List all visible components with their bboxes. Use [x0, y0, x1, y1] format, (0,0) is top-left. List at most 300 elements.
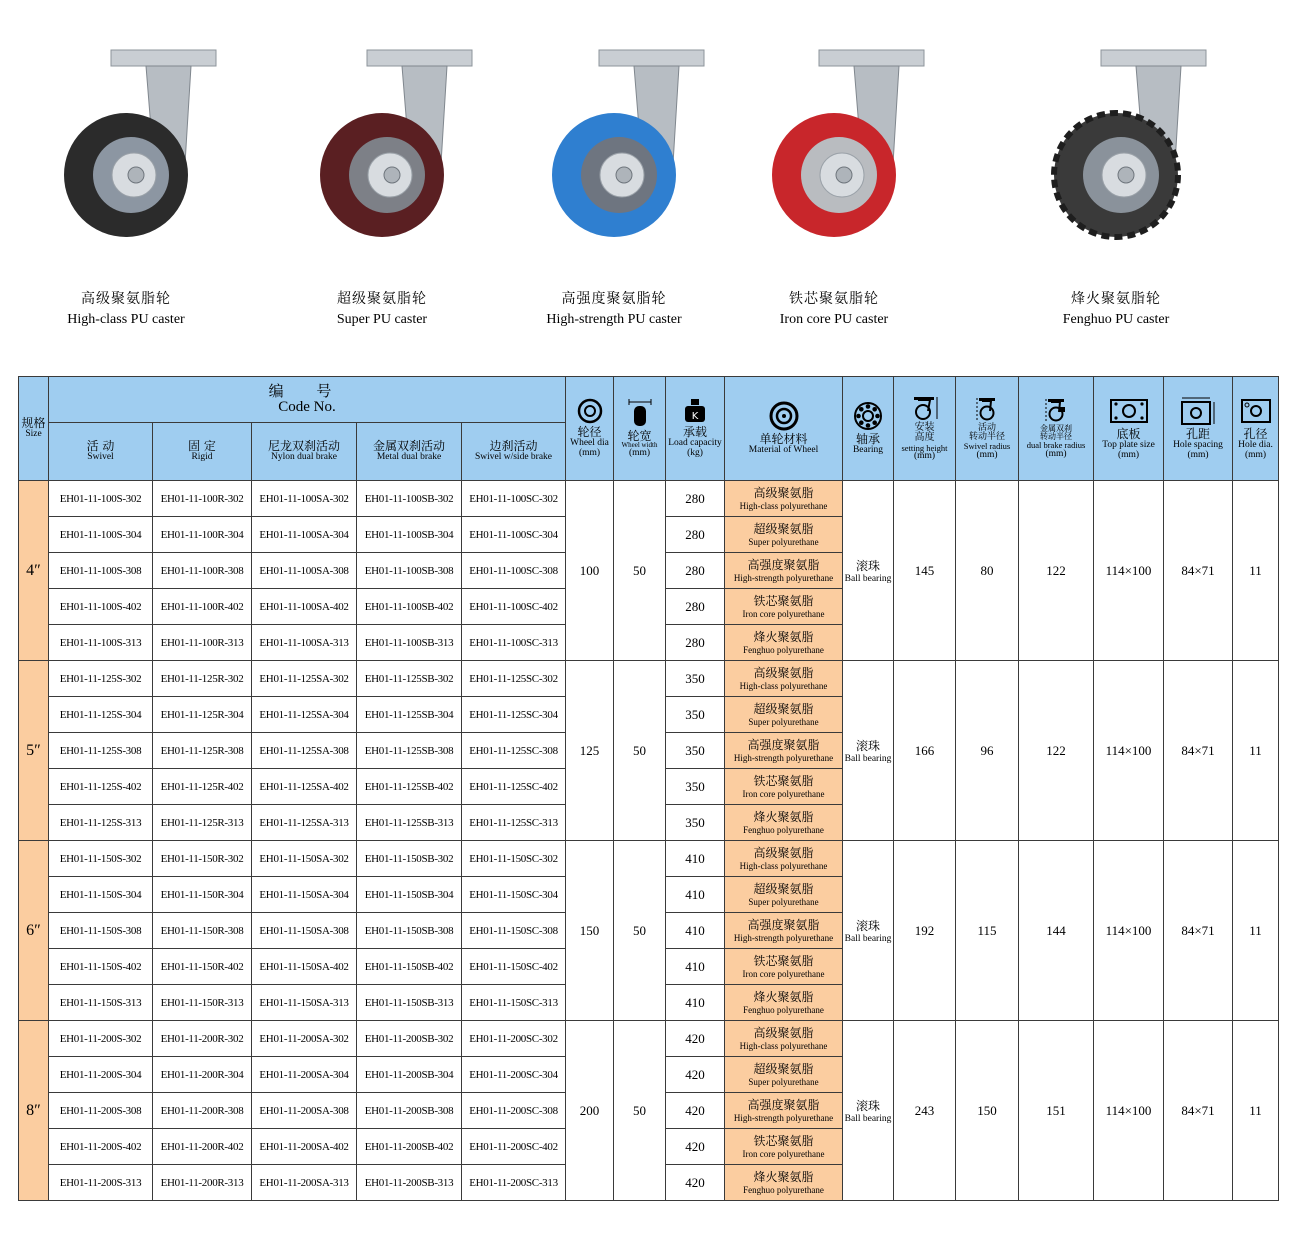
hole-spacing-header	[1164, 377, 1233, 481]
wheel-width-unit: (mm)	[628, 448, 651, 459]
hole-spacing-cell: 84×71	[1164, 841, 1233, 1021]
wheel-width-cn: 轮宽	[627, 428, 652, 443]
material-cn: 烽火聚氨脂	[753, 809, 814, 824]
load-cell: 410	[666, 985, 725, 1021]
size-cell: 8″	[19, 1021, 49, 1201]
material-cell	[725, 1057, 843, 1093]
top-plate-cell: 114×100	[1094, 481, 1164, 661]
load-cell: 350	[666, 661, 725, 697]
code-cell: EH01-11-200SA-308	[252, 1093, 357, 1129]
size-header-en: Size	[25, 428, 42, 439]
code-cell: EH01-11-125SB-308	[357, 733, 462, 769]
code-cell: EH01-11-150R-302	[153, 841, 252, 877]
material-cn: 单轮材料	[759, 432, 808, 447]
wheel-material-icon	[769, 401, 799, 431]
hole-spacing-cell: 84×71	[1164, 481, 1233, 661]
wheel-dia-cell: 100	[566, 481, 614, 661]
load-cell: 280	[666, 589, 725, 625]
material-cell	[725, 1129, 843, 1165]
table-row	[19, 841, 1279, 877]
wheel-front-icon	[577, 398, 603, 424]
material-en: Material of Wheel	[748, 444, 819, 455]
dual-brake-radius-cell: 144	[1019, 841, 1094, 1021]
wheel-side-icon	[627, 398, 653, 428]
bearing-en: Ball bearing	[844, 934, 892, 944]
dual-brake-radius-unit: (mm)	[1045, 449, 1067, 460]
code-cell: EH01-11-100R-302	[153, 481, 252, 517]
code-cell: EH01-11-200SC-313	[462, 1165, 566, 1201]
material-cell	[725, 553, 843, 589]
load-cell: 350	[666, 805, 725, 841]
code-cell: EH01-11-100R-313	[153, 625, 252, 661]
code-cell: EH01-11-200S-402	[49, 1129, 153, 1165]
code-cell: EH01-11-200R-308	[153, 1093, 252, 1129]
material-cn: 铁芯聚氨脂	[753, 1133, 814, 1148]
material-cn: 超级聚氨脂	[753, 1061, 814, 1076]
code-cell: EH01-11-150SC-308	[462, 913, 566, 949]
code-cell: EH01-11-150SB-313	[357, 985, 462, 1021]
material-cn: 高级聚氨脂	[753, 665, 814, 680]
load-cell: 420	[666, 1093, 725, 1129]
code-cell: EH01-11-200R-313	[153, 1165, 252, 1201]
top-plate-unit: (mm)	[1117, 449, 1140, 460]
material-cell	[725, 1093, 843, 1129]
material-cn: 高级聚氨脂	[753, 845, 814, 860]
setting-height-cn1: 安装	[914, 421, 935, 433]
hole-spacing-icon	[1178, 396, 1218, 426]
wheel-width-cell: 50	[614, 661, 666, 841]
load-cell: 350	[666, 697, 725, 733]
swivel-radius-unit: (mm)	[976, 450, 998, 461]
material-cell	[725, 769, 843, 805]
subheader-en: Metal dual brake	[376, 451, 442, 462]
code-cell: EH01-11-125SC-302	[462, 661, 566, 697]
material-cn: 超级聚氨脂	[753, 701, 814, 716]
code-cell: EH01-11-200SB-304	[357, 1057, 462, 1093]
load-cell: 420	[666, 1021, 725, 1057]
load-cell: 280	[666, 553, 725, 589]
load-cell: 280	[666, 625, 725, 661]
table-row	[19, 1021, 1279, 1057]
dual-brake-radius-header	[1019, 377, 1094, 481]
material-cell	[725, 625, 843, 661]
product-name-en: High-strength PU caster	[546, 312, 682, 327]
product-card	[6, 40, 246, 340]
code-cell: EH01-11-200SB-302	[357, 1021, 462, 1057]
product-name-en: Fenghuo PU caster	[1062, 312, 1170, 327]
top-plate-cell: 114×100	[1094, 1021, 1164, 1201]
material-cell	[725, 877, 843, 913]
code-cell: EH01-11-150SC-402	[462, 949, 566, 985]
code-header-en: Code No.	[278, 398, 336, 415]
material-cn: 高强度聚氨脂	[747, 917, 820, 932]
code-cell: EH01-11-200S-313	[49, 1165, 153, 1201]
material-en: Fenghuo polyurethane	[743, 644, 824, 655]
hole-dia-icon	[1239, 396, 1273, 426]
code-cell: EH01-11-125S-302	[49, 661, 153, 697]
setting-height-cell: 192	[894, 841, 956, 1021]
wheel-dia-cell: 150	[566, 841, 614, 1021]
material-cn: 高强度聚氨脂	[747, 1097, 820, 1112]
material-en: Iron core polyurethane	[742, 788, 825, 799]
material-cell	[725, 985, 843, 1021]
dual-brake-radius-icon	[1042, 397, 1070, 423]
subheader-cn: 边刹活动	[489, 439, 538, 454]
material-cn: 超级聚氨脂	[753, 521, 814, 536]
material-cell	[725, 805, 843, 841]
code-cell: EH01-11-150SC-313	[462, 985, 566, 1021]
material-en: High-class polyurethane	[739, 680, 828, 691]
code-cell: EH01-11-200SB-402	[357, 1129, 462, 1165]
code-cell: EH01-11-125SB-302	[357, 661, 462, 697]
code-cell: EH01-11-150SC-302	[462, 841, 566, 877]
nylon-dual-brake-subheader	[252, 423, 357, 481]
product-card	[262, 40, 502, 340]
product-card	[996, 40, 1236, 340]
size-cell: 6″	[19, 841, 49, 1021]
top-plate-cn: 底板	[1116, 427, 1141, 442]
load-cell: 350	[666, 733, 725, 769]
top-plate-en: Top plate size	[1102, 439, 1155, 450]
code-cell: EH01-11-200SA-402	[252, 1129, 357, 1165]
caster-height-icon	[910, 395, 940, 421]
code-cell: EH01-11-150SB-302	[357, 841, 462, 877]
code-cell: EH01-11-125SB-304	[357, 697, 462, 733]
code-cell: EH01-11-100SA-308	[252, 553, 357, 589]
code-cell: EH01-11-150R-304	[153, 877, 252, 913]
code-cell: EH01-11-200SA-304	[252, 1057, 357, 1093]
code-cell: EH01-11-125S-308	[49, 733, 153, 769]
material-cn: 烽火聚氨脂	[753, 989, 814, 1004]
code-cell: EH01-11-100SA-304	[252, 517, 357, 553]
material-en: Super polyurethane	[748, 896, 819, 907]
hole-spacing-cell: 84×71	[1164, 1021, 1233, 1201]
hole-dia-cell: 11	[1233, 481, 1279, 661]
material-en: High-strength polyurethane	[733, 572, 834, 583]
setting-height-unit: (mm)	[913, 451, 936, 462]
bearing-cn: 滚珠	[855, 1099, 880, 1113]
hole-dia-en: Hole dia.	[1238, 439, 1273, 450]
code-cell: EH01-11-100S-402	[49, 589, 153, 625]
hole-spacing-cn: 孔距	[1185, 427, 1210, 442]
size-header	[19, 377, 49, 481]
code-cell: EH01-11-150S-308	[49, 913, 153, 949]
bearing-en: Ball bearing	[844, 754, 892, 764]
code-cell: EH01-11-150SA-313	[252, 985, 357, 1021]
load-cell: 410	[666, 841, 725, 877]
swivel-radius-cell: 115	[956, 841, 1019, 1021]
material-cn: 高级聚氨脂	[753, 1025, 814, 1040]
product-name-cn: 高级聚氨脂轮	[81, 291, 171, 307]
wheel-dia-cn: 轮径	[577, 425, 602, 440]
material-en: High-class polyurethane	[739, 500, 828, 511]
material-cn: 高强度聚氨脂	[747, 557, 820, 572]
material-en: Iron core polyurethane	[742, 608, 825, 619]
code-cell: EH01-11-100S-313	[49, 625, 153, 661]
material-en: Fenghuo polyurethane	[743, 1184, 824, 1195]
code-cell: EH01-11-200SC-302	[462, 1021, 566, 1057]
code-cell: EH01-11-125SC-308	[462, 733, 566, 769]
code-cell: EH01-11-200S-302	[49, 1021, 153, 1057]
wheel-dia-en: Wheel dia	[570, 437, 609, 448]
code-cell: EH01-11-200SA-302	[252, 1021, 357, 1057]
code-cell: EH01-11-125SB-402	[357, 769, 462, 805]
load-en: Load capacity	[668, 437, 722, 448]
top-plate-cell: 114×100	[1094, 841, 1164, 1021]
code-cell: EH01-11-150S-304	[49, 877, 153, 913]
code-cell: EH01-11-150S-313	[49, 985, 153, 1021]
swivel-radius-cell: 150	[956, 1021, 1019, 1201]
hole-dia-cell: 11	[1233, 661, 1279, 841]
code-cell: EH01-11-150SB-304	[357, 877, 462, 913]
swivel-radius-en: Swivel radius	[963, 441, 1011, 452]
code-cell: EH01-11-150SB-308	[357, 913, 462, 949]
subheader-en: Swivel	[87, 451, 114, 462]
swivel-radius-cn2: 转动半径	[968, 432, 1005, 443]
code-cell: EH01-11-125SA-308	[252, 733, 357, 769]
product-name-cn: 铁芯聚氨脂轮	[789, 291, 879, 307]
code-cell: EH01-11-100SB-402	[357, 589, 462, 625]
bearing-en: Ball bearing	[844, 574, 892, 584]
caster-wheel-icon	[1016, 40, 1216, 240]
material-cell	[725, 697, 843, 733]
setting-height-header	[894, 377, 956, 481]
code-cell: EH01-11-150R-313	[153, 985, 252, 1021]
product-gallery	[0, 0, 1300, 340]
setting-height-en: setting height	[901, 442, 948, 453]
weight-icon	[682, 398, 708, 424]
code-header-cn: 编 号	[268, 381, 346, 400]
swivel-subheader	[49, 423, 153, 481]
code-cell: EH01-11-100SB-313	[357, 625, 462, 661]
material-en: Iron core polyurethane	[742, 968, 825, 979]
dual-brake-radius-cell: 122	[1019, 481, 1094, 661]
svg-text:K: K	[691, 411, 699, 423]
load-cell: 420	[666, 1165, 725, 1201]
setting-height-cell: 166	[894, 661, 956, 841]
code-cell: EH01-11-200S-308	[49, 1093, 153, 1129]
code-cell: EH01-11-200SC-308	[462, 1093, 566, 1129]
material-cell	[725, 913, 843, 949]
hole-dia-header	[1233, 377, 1279, 481]
hole-spacing-unit: (mm)	[1187, 449, 1209, 460]
code-header	[49, 377, 566, 423]
code-cell: EH01-11-100R-304	[153, 517, 252, 553]
subheader-cn: 固 定	[188, 439, 216, 454]
bearing-en: Ball bearing	[844, 1114, 892, 1124]
top-plate-cell: 114×100	[1094, 661, 1164, 841]
dual-brake-radius-cn1: 金属双刹	[1040, 423, 1072, 433]
caster-wheel-icon	[514, 40, 714, 240]
setting-height-cell: 145	[894, 481, 956, 661]
code-cell: EH01-11-200R-302	[153, 1021, 252, 1057]
rigid-subheader	[153, 423, 252, 481]
material-cn: 烽火聚氨脂	[753, 629, 814, 644]
code-cell: EH01-11-125SA-304	[252, 697, 357, 733]
code-cell: EH01-11-150S-302	[49, 841, 153, 877]
subheader-cn: 尼龙双刹活动	[267, 439, 340, 454]
code-cell: EH01-11-125R-304	[153, 697, 252, 733]
dual-brake-radius-cell: 122	[1019, 661, 1094, 841]
code-cell: EH01-11-100S-304	[49, 517, 153, 553]
spec-table-body	[19, 481, 1279, 1201]
code-cell: EH01-11-100SC-402	[462, 589, 566, 625]
ball-bearing-icon	[853, 401, 883, 431]
bearing-cell	[843, 1021, 894, 1201]
code-cell: EH01-11-125R-302	[153, 661, 252, 697]
code-cell: EH01-11-150SA-402	[252, 949, 357, 985]
code-cell: EH01-11-125R-313	[153, 805, 252, 841]
wheel-width-header	[614, 377, 666, 481]
metal-dual-brake-subheader	[357, 423, 462, 481]
swivel-radius-cell: 96	[956, 661, 1019, 841]
code-cell: EH01-11-100R-402	[153, 589, 252, 625]
caster-wheel-icon	[734, 40, 934, 240]
wheel-dia-cell: 200	[566, 1021, 614, 1201]
material-cell	[725, 589, 843, 625]
wheel-width-cell: 50	[614, 1021, 666, 1201]
code-cell: EH01-11-200SB-313	[357, 1165, 462, 1201]
side-brake-subheader	[462, 423, 566, 481]
bearing-cn: 滚珠	[855, 559, 880, 573]
wheel-width-cell: 50	[614, 841, 666, 1021]
size-cell: 5″	[19, 661, 49, 841]
code-cell: EH01-11-100SB-302	[357, 481, 462, 517]
product-name-cn: 超级聚氨脂轮	[337, 291, 427, 307]
code-cell: EH01-11-100S-302	[49, 481, 153, 517]
code-cell: EH01-11-125SA-402	[252, 769, 357, 805]
caster-wheel-icon	[282, 40, 482, 240]
code-cell: EH01-11-150SC-304	[462, 877, 566, 913]
subheader-cn: 金属双刹活动	[372, 439, 445, 454]
code-cell: EH01-11-100SB-308	[357, 553, 462, 589]
code-cell: EH01-11-125S-313	[49, 805, 153, 841]
material-cell	[725, 661, 843, 697]
material-cell	[725, 841, 843, 877]
material-en: Super polyurethane	[748, 536, 819, 547]
code-cell: EH01-11-100SC-313	[462, 625, 566, 661]
top-plate-icon	[1107, 396, 1151, 426]
code-cell: EH01-11-150S-402	[49, 949, 153, 985]
caster-wheel-icon	[26, 40, 226, 240]
code-cell: EH01-11-100SB-304	[357, 517, 462, 553]
code-cell: EH01-11-150SA-302	[252, 841, 357, 877]
dual-brake-radius-cell: 151	[1019, 1021, 1094, 1201]
code-cell: EH01-11-150SA-304	[252, 877, 357, 913]
material-header	[725, 377, 843, 481]
code-cell: EH01-11-150R-402	[153, 949, 252, 985]
material-en: High-class polyurethane	[739, 860, 828, 871]
code-cell: EH01-11-125SB-313	[357, 805, 462, 841]
product-name-cn: 高强度聚氨脂轮	[561, 291, 667, 307]
load-cell: 280	[666, 517, 725, 553]
code-cell: EH01-11-125SC-313	[462, 805, 566, 841]
hole-dia-cell: 11	[1233, 1021, 1279, 1201]
hole-dia-cn: 孔径	[1243, 427, 1268, 442]
material-en: High-strength polyurethane	[733, 932, 834, 943]
swivel-radius-header	[956, 377, 1019, 481]
load-cn: 承载	[682, 425, 707, 440]
load-unit: (kg)	[687, 447, 703, 458]
product-card	[714, 40, 954, 340]
material-cn: 超级聚氨脂	[753, 881, 814, 896]
code-cell: EH01-11-125SC-402	[462, 769, 566, 805]
hole-spacing-en: Hole spacing	[1173, 439, 1223, 450]
subheader-cn: 活 动	[86, 439, 115, 454]
code-cell: EH01-11-125SA-302	[252, 661, 357, 697]
load-cell: 410	[666, 949, 725, 985]
load-cell: 410	[666, 877, 725, 913]
material-cn: 铁芯聚氨脂	[753, 773, 814, 788]
code-cell: EH01-11-125SA-313	[252, 805, 357, 841]
swivel-radius-icon	[973, 396, 1001, 422]
code-cell: EH01-11-200SC-402	[462, 1129, 566, 1165]
product-name-en: Super PU caster	[336, 312, 428, 327]
code-cell: EH01-11-100SA-302	[252, 481, 357, 517]
product-name-cn: 烽火聚氨脂轮	[1071, 291, 1161, 307]
bearing-cn: 滚珠	[855, 919, 880, 933]
subheader-en: Nylon dual brake	[271, 451, 337, 462]
material-en: High-class polyurethane	[739, 1040, 828, 1051]
subheader-en: Swivel w/side brake	[474, 451, 553, 462]
code-cell: EH01-11-150R-308	[153, 913, 252, 949]
code-cell: EH01-11-125S-402	[49, 769, 153, 805]
material-cn: 高级聚氨脂	[753, 485, 814, 500]
material-cell	[725, 733, 843, 769]
material-cell	[725, 1021, 843, 1057]
dual-brake-radius-cn2: 转动半径	[1040, 432, 1072, 442]
code-cell: EH01-11-100SC-308	[462, 553, 566, 589]
hole-dia-unit: (mm)	[1244, 449, 1267, 460]
setting-height-cn2: 高度	[914, 432, 935, 444]
table-row	[19, 661, 1279, 697]
code-cell: EH01-11-200R-402	[153, 1129, 252, 1165]
wheel-dia-header	[566, 377, 614, 481]
hole-spacing-cell: 84×71	[1164, 661, 1233, 841]
bearing-cn: 滚珠	[855, 739, 880, 753]
swivel-radius-cell: 80	[956, 481, 1019, 661]
bearing-cn: 轴承	[855, 432, 880, 447]
code-cell: EH01-11-200SB-308	[357, 1093, 462, 1129]
load-cell: 420	[666, 1057, 725, 1093]
code-cell: EH01-11-100SA-402	[252, 589, 357, 625]
material-en: Super polyurethane	[748, 716, 819, 727]
material-en: High-strength polyurethane	[733, 752, 834, 763]
material-en: Fenghuo polyurethane	[743, 1004, 824, 1015]
subheader-en: Rigid	[191, 451, 213, 462]
code-cell: EH01-11-100SA-313	[252, 625, 357, 661]
spec-table	[18, 376, 1279, 1201]
code-cell: EH01-11-125R-402	[153, 769, 252, 805]
size-header-cn: 规格	[21, 416, 46, 431]
material-en: Super polyurethane	[748, 1076, 819, 1087]
load-cell: 350	[666, 769, 725, 805]
load-cell: 420	[666, 1129, 725, 1165]
material-cell	[725, 949, 843, 985]
code-cell: EH01-11-200R-304	[153, 1057, 252, 1093]
top-plate-header	[1094, 377, 1164, 481]
setting-height-cell: 243	[894, 1021, 956, 1201]
material-cn: 高强度聚氨脂	[747, 737, 820, 752]
material-cn: 烽火聚氨脂	[753, 1169, 814, 1184]
material-en: High-strength polyurethane	[733, 1112, 834, 1123]
hole-dia-cell: 11	[1233, 841, 1279, 1021]
wheel-dia-unit: (mm)	[578, 447, 601, 458]
material-cell	[725, 517, 843, 553]
code-cell: EH01-11-125R-308	[153, 733, 252, 769]
bearing-en: Bearing	[852, 444, 884, 455]
size-cell: 4″	[19, 481, 49, 661]
